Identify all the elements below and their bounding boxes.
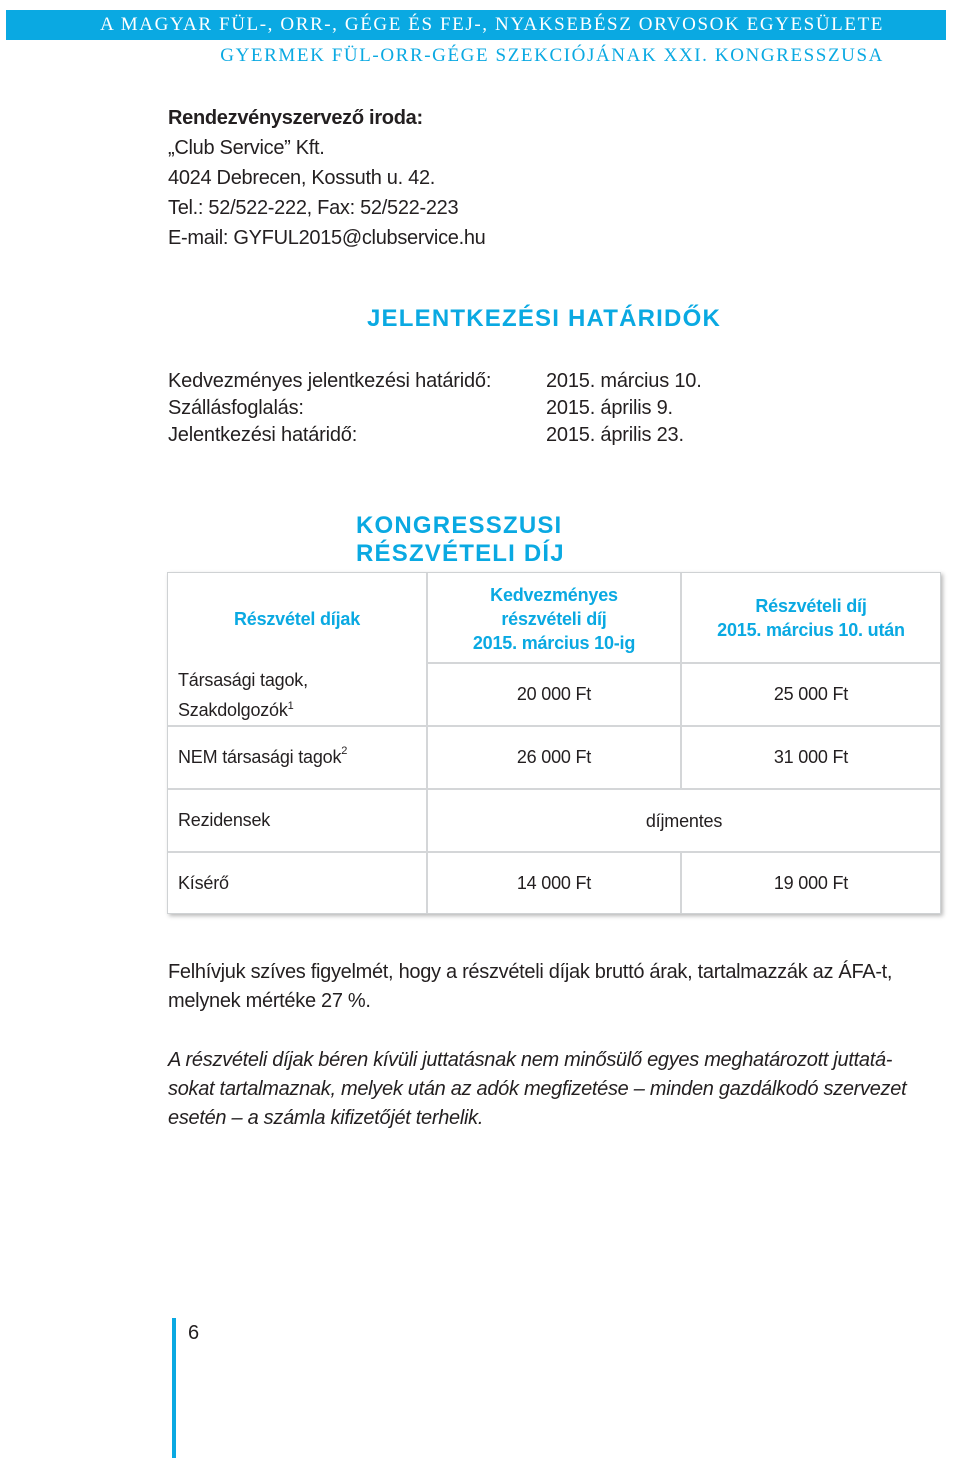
deadlines-title: JELENTKEZÉSI HATÁRIDŐK [367, 305, 721, 332]
fees-title: KONGRESSZUSI RÉSZVÉTELI DÍJ [356, 512, 565, 567]
row-members-early [428, 664, 680, 725]
row-label-line1: Társasági tagok, [178, 669, 308, 690]
tax-note-line3: esetén – a számla kifizetőjét terhelik. [168, 1107, 484, 1129]
header-early-line1: Kedvezményes [490, 585, 618, 605]
tax-note [168, 1046, 948, 1133]
row-label-line2: Szakdolgozók$^1$ [178, 699, 294, 720]
row-nonmembers-early [428, 727, 680, 788]
row-residents-fee [428, 790, 940, 853]
row-companion-label [178, 853, 426, 913]
deadline-label: Szállásfoglalás: [168, 397, 304, 419]
deadline-label: Jelentkezési határidő: [168, 424, 358, 446]
row-companion-early [428, 853, 680, 913]
deadline-date: 2015. április 9. [546, 397, 673, 419]
office-title: Rendezvényszervező iroda: [168, 107, 423, 129]
header-early-fee [428, 577, 680, 661]
header-congress-name: GYERMEK FÜL-ORR-GÉGE SZEKCIÓJÁNAK XXI. KONGRESSZUSA [220, 45, 884, 66]
fee-value: 26 000 Ft [516, 747, 592, 767]
deadline-row [168, 368, 702, 395]
fee-value: 14 000 Ft [516, 872, 592, 893]
organizer-office [168, 103, 486, 253]
header-early-line3: 2015. március 10-ig [472, 633, 636, 653]
header-late-line1: Részvételi díj [755, 596, 867, 616]
fee-value: 25 000 Ft [773, 684, 849, 704]
header-late-line2: 2015. március 10. után [717, 620, 905, 640]
fee-table [167, 572, 941, 914]
row-label: Kísérő [178, 872, 229, 893]
row-label: NEM társasági tagok [178, 747, 342, 767]
row-nonmembers-label [178, 727, 426, 788]
office-phone: Tel.: 52/522-222, Fax: 52/522-223 [168, 197, 459, 219]
row-members-late [682, 664, 940, 725]
footnote-2: 2 [341, 745, 348, 757]
deadline-date: 2015. április 23. [546, 424, 684, 446]
deadlines-list [168, 368, 702, 449]
row-members-label [178, 664, 426, 725]
header-society-name: A MAGYAR FÜL-, ORR-, GÉGE ÉS FEJ-, NYAKSEBÉSZ ORVOSOK EGYESÜLETE [100, 14, 884, 35]
fee-value: 31 000 Ft [773, 747, 849, 767]
header-category-label: Részvétel díjak [233, 609, 361, 629]
deadline-row [168, 395, 702, 422]
footnote-1: 1 [287, 699, 294, 712]
tax-note-line2: sokat tartalmaznak, melyek után az adók megfizetése – minden gazdálkodó szervezet [168, 1078, 907, 1100]
row-nonmembers-late [682, 727, 940, 788]
office-address: 4024 Debrecen, Kossuth u. 42. [168, 167, 436, 189]
fee-value: 19 000 Ft [773, 872, 849, 893]
tax-note-line1: A részvételi díjak béren kívüli juttatásnak nem minősülő egyes meghatározott juttatá- [168, 1049, 893, 1071]
page-number-bar [172, 1318, 176, 1458]
deadline-label: Kedvezményes jelentkezési határidő: [168, 370, 492, 392]
row-residents-label [178, 790, 426, 851]
vat-note: Felhívjuk szíves figyelmét, hogy a részvételi díjak bruttó árak, tartalmazzák az ÁFA-t, melynek mértéke 27 %. [168, 961, 893, 1012]
page-number: 6 [188, 1322, 200, 1344]
office-email: E-mail: GYFUL2015@clubservice.hu [168, 227, 486, 249]
header-early-line2: részvételi díj [501, 609, 607, 629]
header-category [168, 573, 426, 665]
office-company: „Club Service” Kft. [168, 137, 325, 159]
fee-value: 20 000 Ft [516, 684, 592, 704]
row-label: Rezidensek [178, 810, 271, 830]
deadline-date: 2015. március 10. [546, 370, 702, 392]
row-companion-late [682, 853, 940, 913]
deadline-row [168, 422, 702, 449]
header-late-fee [682, 583, 940, 653]
fee-value: díjmentes [645, 811, 723, 831]
